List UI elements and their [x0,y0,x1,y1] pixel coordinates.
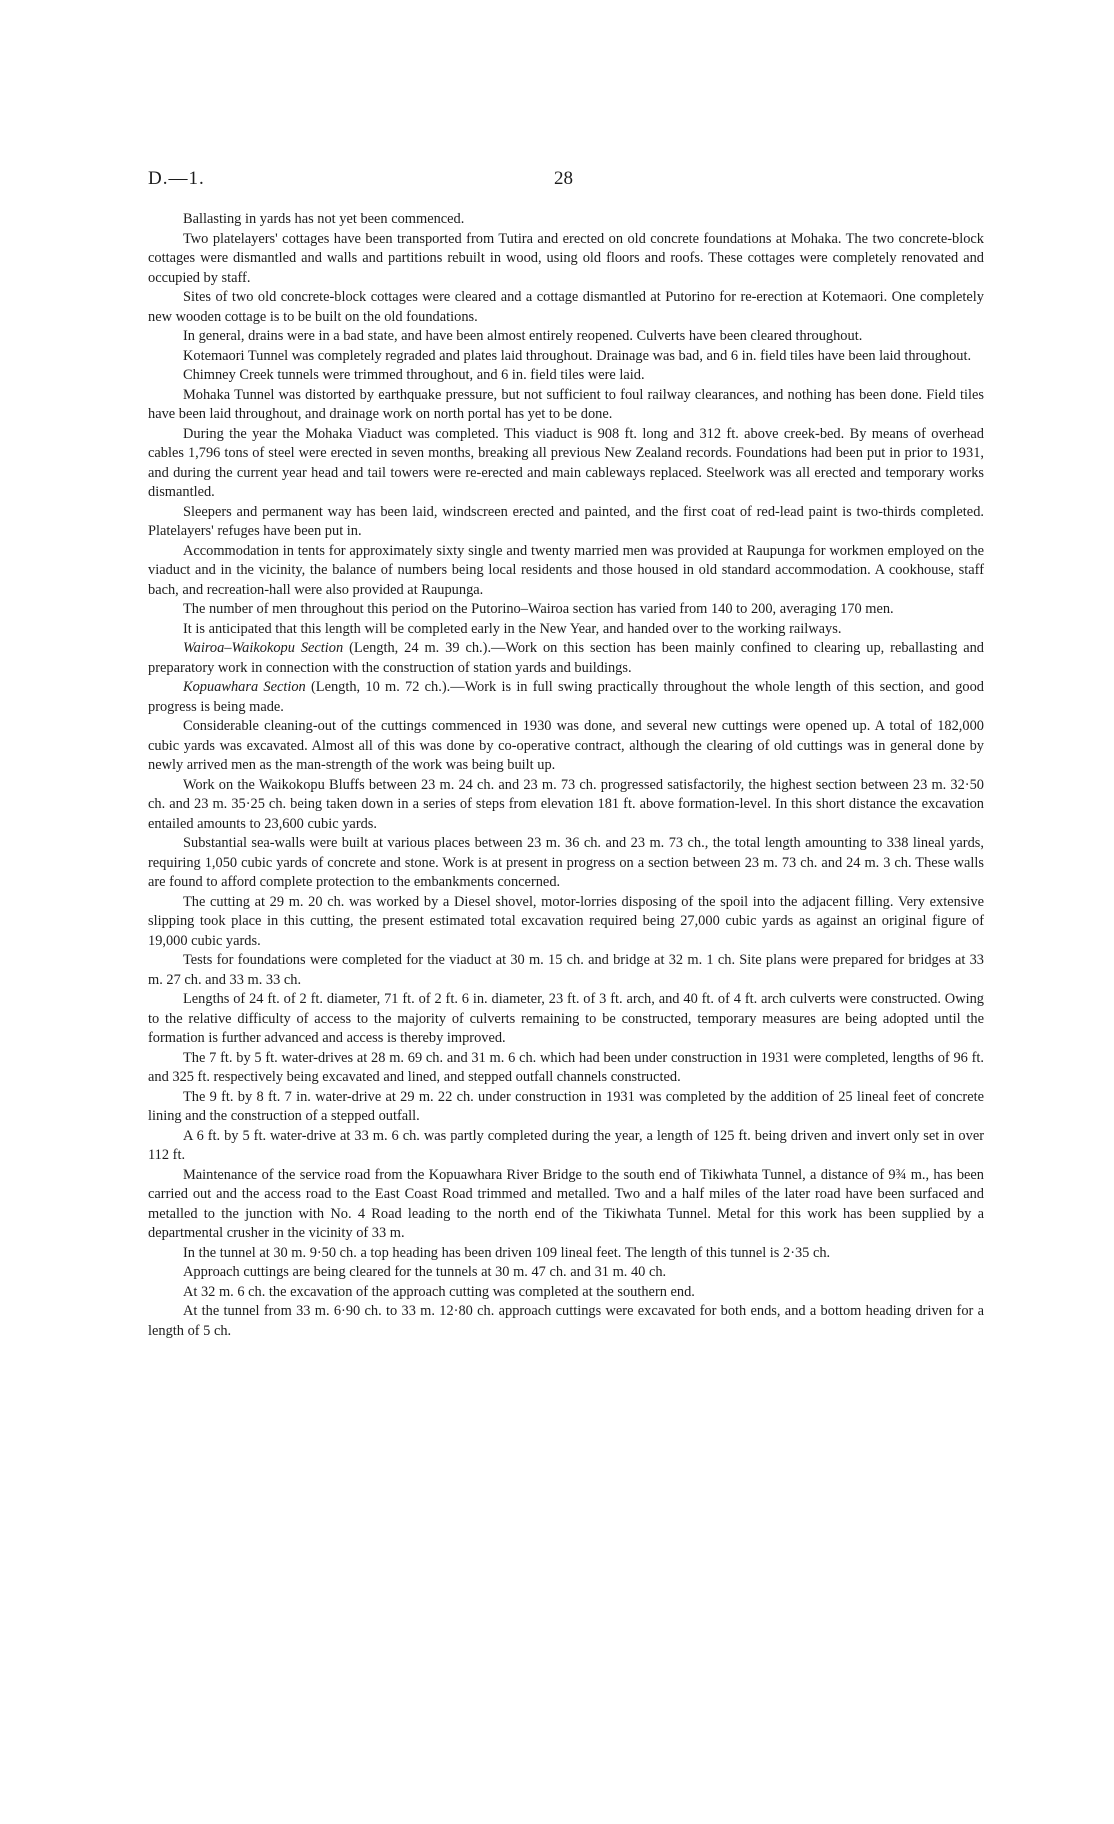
paragraph [148,1244,984,1264]
paragraph [148,503,984,542]
section-paragraph [148,678,984,717]
paragraph-text: A 6 ft. by 5 ft. water-drive at 33 m. 6 ch. was partly completed during the year, a length of 125 ft. being driven and invert only set in over 112 ft. [148,1127,984,1163]
paragraph-text: In general, drains were in a bad state, and have been almost entirely reopened. Culverts have been cleared throughout. [183,328,863,344]
paragraph [148,1166,984,1244]
document-body [148,210,984,1341]
paragraph [148,620,984,640]
paragraph [148,288,984,327]
paragraph [148,893,984,952]
document-page [148,168,984,1341]
section-heading: Kopuawhara Section [183,679,306,695]
paragraph [148,1127,984,1166]
paragraph [148,717,984,776]
paragraph [148,990,984,1049]
paragraph-text: Kotemaori Tunnel was completely regraded and plates laid throughout. Drainage was bad, and 6 in. field tiles have been laid throughout. [183,347,972,364]
paragraph-text: Chimney Creek tunnels were trimmed throughout, and 6 in. field tiles were laid. [183,367,645,383]
paragraph [148,366,984,386]
paragraph-text: In the tunnel at 30 m. 9·50 ch. a top heading has been driven 109 lineal feet. The length of this tunnel is 2·35 ch. [183,1244,831,1261]
paragraph-text: Work on the Waikokopu Bluffs between 23 m. 24 ch. and 23 m. 73 ch. progressed satisfactorily, the highest section between 23 m. 32·50 ch. and 23 m. 35·25 ch. being taken down in a series of steps from elevation 181 ft. above formation-level. In this short distance the excavation entailed amounts to 23,600 cubic yards. [148,776,984,832]
paragraph [148,347,984,367]
paragraph [148,230,984,289]
paragraph-text: At 32 m. 6 ch. the excavation of the approach cutting was completed at the southern end. [183,1283,695,1300]
document-reference: D.—1. [148,168,205,189]
paragraph-text: Maintenance of the service road from the Kopuawhara River Bridge to the south end of Tikiwhata Tunnel, a distance of 9¾ m., has been carried out and the access road to the East Coast Road trimmed and metalled. Two and a half miles of the later road have been surfaced and metalled to the junction with No. 4 Road leading to the north end of the Tikiwhata Tunnel. Metal for this work has been supplied by a departmental crusher in the vicinity of 33 m. [148,1166,984,1241]
paragraph [148,951,984,990]
page-number: 28 [554,168,573,189]
paragraph [148,1283,984,1303]
paragraph [148,834,984,893]
section-paragraph [148,639,984,678]
paragraph-text: Lengths of 24 ft. of 2 ft. diameter, 71 ft. of 2 ft. 6 in. diameter, 23 ft. of 3 ft. arch, and 40 ft. of 4 ft. arch culverts were constructed. Owing to the relative difficulty of access to the majority of culverts remaining to be constructed, temporary measures are being adopted until the formation is further advanced and access is thereby improved. [148,991,984,1046]
paragraph-text: Sites of two old concrete-block cottages were cleared and a cottage dismantled at Putorino for re-erection at Kotemaori. One completely new wooden cottage is to be built on the old foundations. [148,289,984,325]
paragraph-text: Ballasting in yards has not yet been commenced. [183,211,465,227]
paragraph-text: Sleepers and permanent way has been laid, windscreen erected and painted, and the first coat of red-lead paint is two-thirds completed. Platelayers' refuges have been put in. [148,503,984,539]
paragraph [148,1302,984,1341]
paragraph-text: At the tunnel from 33 m. 6·90 ch. to 33 m. 12·80 ch. approach cuttings were excavated for both ends, and a bottom heading driven for a length of 5 ch. [148,1303,984,1339]
paragraph [148,1088,984,1127]
paragraph [148,386,984,425]
section-heading: Wairoa–Waikokopu Section [183,640,344,656]
paragraph-text: The 7 ft. by 5 ft. water-drives at 28 m. 69 ch. and 31 m. 6 ch. which had been under construction in 1931 were completed, lengths of 96 ft. and 325 ft. respectively being excavated and lined, and stepped outfall channels constructed. [148,1049,984,1085]
paragraph [148,776,984,835]
paragraph-text: The cutting at 29 m. 20 ch. was worked by a Diesel shovel, motor-lorries disposing of the spoil into the adjacent filling. Very extensive slipping took place in this cutting, the present estimated total excavation required being 27,000 cubic yards as against an original figure of 19,000 cubic yards. [148,893,984,949]
paragraph [148,210,984,230]
paragraph-text: Accommodation in tents for approximately sixty single and twenty married men was provided at Raupunga for workmen employed on the viaduct and in the vicinity, the balance of numbers being local residents and those housed in old standard accommodation. A cookhouse, staff bach, and recreation-hall were also provided at Raupunga. [148,542,984,598]
paragraph [148,600,984,620]
paragraph-text: (Length, 24 m. 39 ch.).—Work on this section has been mainly confined to clearing up, reballasting and preparatory work in connection with the construction of station yards and buildings. [148,640,984,676]
paragraph-text: Two platelayers' cottages have been transported from Tutira and erected on old concrete foundations at Mohaka. The two concrete-block cottages were dismantled and walls and partitions rebuilt in wood, using old floors and roofs. These cottages were completely renovated and occupied by staff. [148,230,984,286]
paragraph [148,1263,984,1283]
paragraph [148,542,984,601]
paragraph-text: It is anticipated that this length will be completed early in the New Year, and handed over to the working railways. [183,620,842,637]
paragraph [148,1049,984,1088]
paragraph [148,425,984,503]
paragraph-text: During the year the Mohaka Viaduct was completed. This viaduct is 908 ft. long and 312 ft. above creek-bed. By means of overhead cables 1,796 tons of steel were erected in seven months, breaking all previous New Zealand records. Foundations had been put in prior to 1931, and during the current year head and tail towers were re-erected and main cableways replaced. Steelwork was all erected and temporary works dismantled. [148,425,984,500]
paragraph-text: The number of men throughout this period on the Putorino–Wairoa section has varied from 140 to 200, averaging 170 men. [183,601,894,617]
paragraph-text: The 9 ft. by 8 ft. 7 in. water-drive at 29 m. 22 ch. under construction in 1931 was completed by the addition of 25 lineal feet of concrete lining and the construction of a stepped outfall. [148,1088,984,1124]
paragraph-text: Mohaka Tunnel was distorted by earthquake pressure, but not sufficient to foul railway clearances, and nothing has been done. Field tiles have been laid throughout, and drainage work on north portal has yet to be done. [148,386,984,422]
paragraph-text: Substantial sea-walls were built at various places between 23 m. 36 ch. and 23 m. 73 ch., the total length amounting to 338 lineal yards, requiring 1,050 cubic yards of concrete and stone. Work is at present in progress on a section between 23 m. 73 ch. and 24 m. 3 ch. These walls are found to afford complete protection to the embankments concerned. [148,835,984,890]
paragraph-text: Considerable cleaning-out of the cuttings commenced in 1930 was done, and several new cuttings were opened up. A total of 182,000 cubic yards was excavated. Almost all of this was done by co-operative contract, although the clearing of old cuttings was in general done by newly arrived men as the man-strength of the work was being built up. [148,718,984,773]
paragraph [148,327,984,347]
paragraph-text: (Length, 10 m. 72 ch.).—Work is in full swing practically throughout the whole length of this section, and good progress is being made. [148,679,984,715]
page-header [148,168,984,196]
paragraph-text: Approach cuttings are being cleared for the tunnels at 30 m. 47 ch. and 31 m. 40 ch. [183,1264,667,1280]
paragraph-text: Tests for foundations were completed for the viaduct at 30 m. 15 ch. and bridge at 32 m. 1 ch. Site plans were prepared for bridges at 33 m. 27 ch. and 33 m. 33 ch. [148,952,984,988]
